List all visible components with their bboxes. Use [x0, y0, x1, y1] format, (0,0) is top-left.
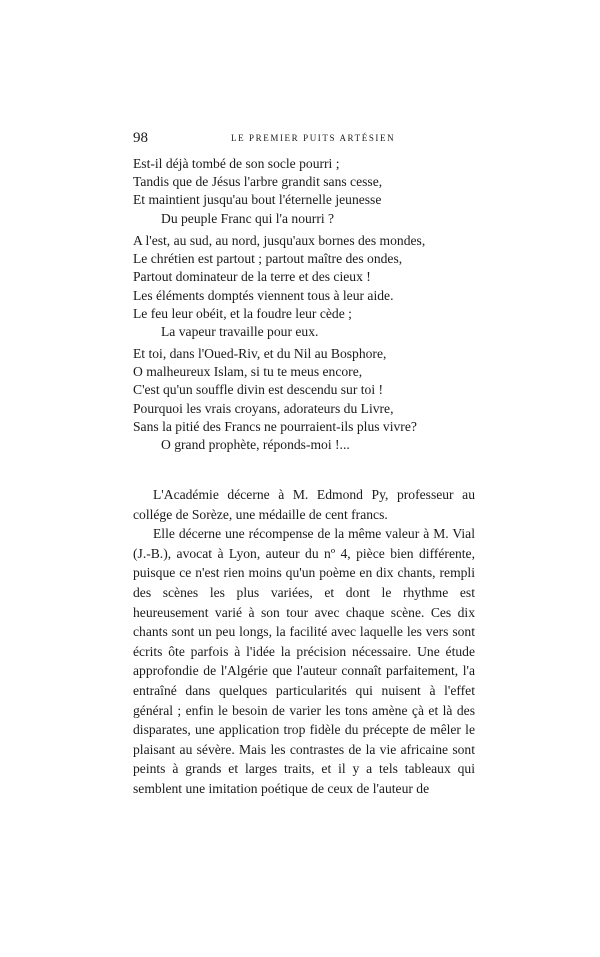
verse-line: Le chrétien est partout ; partout maître des ondes, — [133, 251, 403, 267]
verse-line: Pourquoi les vrais croyans, adorateurs du Livre, — [133, 400, 394, 416]
prose-body — [133, 485, 475, 799]
poem-stanza-1 — [133, 155, 483, 228]
verse-line: Le feu leur obéit, et la foudre leur cède ; — [133, 305, 352, 321]
verse-line: O malheureux Islam, si tu te meus encore, — [133, 364, 363, 380]
paragraph: Elle décerne une récompense de la même valeur à M. Vial (J.-B.), avocat à Lyon, auteur du nº 4, pièce bien différente, puisque ce n'est rien moins qu'un poème en dix chants, rempli des scènes les plus variées, et dont le rhythme est heureusement varié à son tour avec chaque scène. Ces dix chants sont un peu longs, la facilité avec laquelle les vers sont écrits ôte parfois à l'idée la précision nécessaire. Une étude approfondie de l'Algérie que l'auteur connaît parfaitement, l'a entraîné dans quelques particularités qui nuisent à l'effet général ; enfin le besoin de varier les tons amène çà et là des disparates, une application trop fidèle du précepte de mêler le plaisant au sévère. Mais les contrastes de la vie africaine sont peints à grands et larges traits, et il y a tels tableaux qui semblent une imitation poétique de ceux de l'auteur de — [133, 526, 475, 796]
verse-line: Et toi, dans l'Oued-Riv, et du Nil au Bosphore, — [133, 346, 387, 361]
verse-line: Partout dominateur de la terre et des cieux ! — [133, 269, 371, 285]
poem-stanza-2 — [133, 232, 483, 341]
verse-line: Est-il déjà tombé de son socle pourri ; — [133, 156, 340, 171]
verse-line: O grand prophète, réponds-moi !... — [161, 436, 350, 452]
running-title: LE PREMIER PUITS ARTÉSIEN — [231, 133, 396, 143]
verse-line: Sans la pitié des Francs ne pourraient-ils plus vivre? — [133, 418, 417, 434]
poem-stanza-3 — [133, 345, 483, 454]
page-number: 98 — [133, 130, 148, 146]
paragraph: L'Académie décerne à M. Edmond Py, professeur au collége de Sorèze, une médaille de cent francs. — [133, 487, 475, 522]
verse-line: A l'est, au sud, au nord, jusqu'aux bornes des mondes, — [133, 233, 426, 248]
verse-line: Du peuple Franc qui l'a nourri ? — [161, 210, 335, 226]
page-header — [133, 130, 475, 150]
verse-line: Tandis que de Jésus l'arbre grandit sans cesse, — [133, 174, 383, 190]
verse-line: Les éléments domptés viennent tous à leur aide. — [133, 287, 394, 303]
verse-line: La vapeur travaille pour eux. — [161, 323, 319, 339]
verse-line: C'est qu'un souffle divin est descendu sur toi ! — [133, 382, 384, 398]
verse-line: Et maintient jusqu'au bout l'éternelle jeunesse — [133, 192, 382, 208]
